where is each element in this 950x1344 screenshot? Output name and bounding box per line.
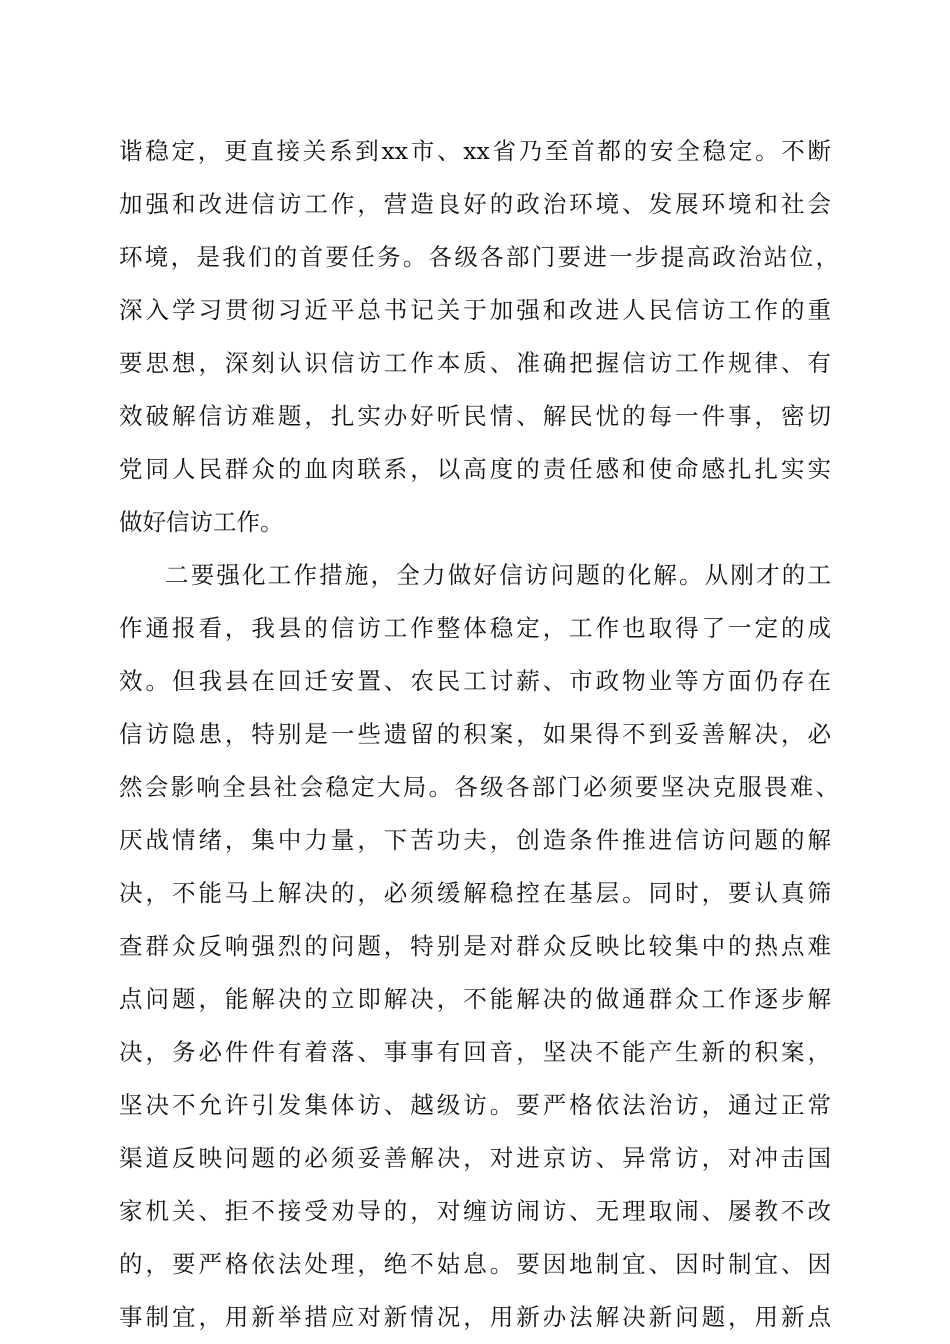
paragraph-1-line-3: 环境，是我们的首要任务。各级各部门要进一步提高政治站位，	[119, 243, 839, 271]
paragraph-2-line-15: 事制宜，用新举措应对新情况，用新办法解决新问题，用新点	[119, 1303, 831, 1331]
paragraph-1-line-8: 做好信访工作。	[119, 508, 284, 536]
paragraph-2-line-14: 的，要严格依法处理，绝不姑息。要因地制宜、因时制宜、因	[119, 1250, 831, 1278]
paragraph-1-line-4: 深入学习贯彻习近平总书记关于加强和改进人民信访工作的重	[119, 296, 831, 324]
paragraph-2-line-3: 效。但我县在回迁安置、农民工讨薪、市政物业等方面仍存在	[119, 667, 831, 695]
paragraph-2-line-6: 厌战情绪，集中力量，下苦功夫，创造条件推进信访问题的解	[119, 826, 831, 854]
paragraph-2-line-13: 家机关、拒不接受劝导的，对缠访闹访、无理取闹、屡教不改	[119, 1197, 831, 1225]
paragraph-2-line-11: 坚决不允许引发集体访、越级访。要严格依法治访，通过正常	[119, 1091, 831, 1119]
paragraph-1-line-2: 加强和改进信访工作，营造良好的政治环境、发展环境和社会	[119, 190, 831, 218]
paragraph-1-line-1: 谐稳定，更直接关系到xx市、xx省乃至首都的安全稳定。不断	[119, 137, 831, 165]
paragraph-2-line-2: 作通报看，我县的信访工作整体稳定，工作也取得了一定的成	[119, 614, 831, 642]
paragraph-2-line-8: 查群众反响强烈的问题，特别是对群众反映比较集中的热点难	[119, 932, 831, 960]
paragraph-2-line-12: 渠道反映问题的必须妥善解决，对进京访、异常访，对冲击国	[119, 1144, 831, 1172]
paragraph-2-line-4: 信访隐患，特别是一些遗留的积案，如果得不到妥善解决，必	[119, 720, 831, 748]
paragraph-1-line-7: 党同人民群众的血肉联系，以高度的责任感和使命感扎扎实实	[119, 455, 831, 483]
paragraph-2-line-1: 二要强化工作措施，全力做好信访问题的化解。从刚才的工	[165, 561, 831, 589]
paragraph-1-line-5: 要思想，深刻认识信访工作本质、准确把握信访工作规律、有	[119, 349, 831, 377]
paragraph-2-line-5: 然会影响全县社会稳定大局。各级各部门必须要坚决克服畏难、	[119, 773, 839, 801]
paragraph-2-line-9: 点问题，能解决的立即解决，不能解决的做通群众工作逐步解	[119, 985, 831, 1013]
paragraph-2-line-7: 决，不能马上解决的，必须缓解稳控在基层。同时，要认真筛	[119, 879, 831, 907]
paragraph-2-line-10: 决，务必件件有着落、事事有回音，坚决不能产生新的积案，	[119, 1038, 831, 1066]
paragraph-1-line-6: 效破解信访难题，扎实办好听民情、解民忧的每一件事，密切	[119, 402, 831, 430]
